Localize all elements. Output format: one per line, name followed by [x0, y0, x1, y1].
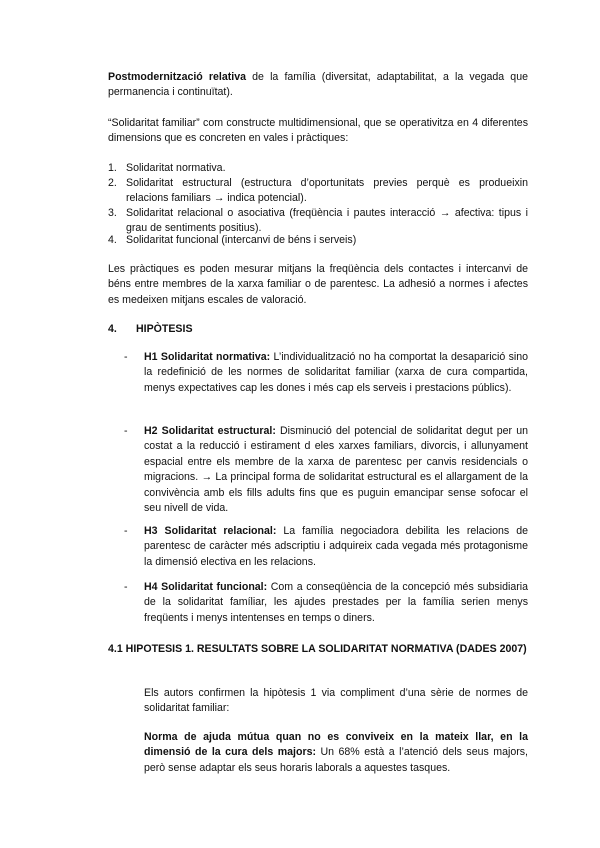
dimension-text: Solidaritat estructural (estructura d’oportunitats previes perquè es produeixin relacions familiars → indica potencial). — [126, 177, 528, 205]
intro-paragraph — [108, 70, 528, 101]
hypothesis-label: H1 Solidaritat normativa: — [144, 351, 271, 363]
dimension-item — [108, 233, 528, 248]
bullet-dash: - — [124, 351, 128, 363]
hypothesis-text: Disminució del potencial de solidaritat degut per un costat a la reducció i estirament d eles xarxes familiars, divorcis, i allunyament espacial entre els membre de la xarxa de parentesc per canvis residencials o migracions. → La principal forma de solidaritat estructural es el allargament de la convivència amb els fills adults fins que es puguin emancipar sense sofocar el seu nivell de vida. — [144, 425, 528, 515]
intro-bold: Postmodernització relativa — [108, 71, 247, 83]
hypothesis-item — [124, 424, 528, 516]
dimension-number: 2. — [108, 177, 117, 189]
hypothesis-item — [124, 580, 528, 626]
hypothesis-label: H2 Solidaritat estructural: — [144, 425, 276, 437]
hypothesis-item — [124, 350, 528, 396]
subsection-heading: 4.1 HIPOTESIS 1. RESULTATS SOBRE LA SOLIDARITAT NORMATIVA (DADES 2007) — [108, 643, 527, 655]
norm-rest: Un 68% està a l’atenció dels seus majors, però sense adaptar els seus horaris laborals a aquestes tasques. — [144, 746, 528, 774]
authors-paragraph: Els autors confirmen la hipòtesis 1 via compliment d’una sèrie de normes de solidaritat familiar: — [144, 687, 528, 715]
bullet-dash: - — [124, 525, 128, 537]
hypothesis-label: H3 Solidaritat relacional: — [144, 525, 277, 537]
hypothesis-text: La família negociadora debilita les relacions de parentesc de caràcter més adscriptiu i adquireix cada vegada més protagonisme la dimensió electiva en les relacions. — [144, 525, 529, 568]
section-title: HIPÒTESIS — [136, 323, 193, 335]
dimension-text: Solidaritat relacional o asociativa (freqüència i pautes interacció → afectiva: tipus i grau de sentiments positius). — [126, 207, 528, 235]
dimension-text: Solidaritat funcional (intercanvi de béns i serveis) — [126, 234, 357, 246]
dimension-text: Solidaritat normativa. — [126, 162, 226, 174]
concept-paragraph: “Solidaritat familiar” com constructe multidimensional, que se operativitza en 4 diferentes dimensions que es concreten en vales i pràctiques: — [108, 117, 528, 145]
intro-rest: de la família (diversitat, adaptabilitat, a la vegada que permanencia i continuïtat). — [108, 71, 528, 99]
hypothesis-text: Com a conseqüència de la concepció més subsidiaria de la solidaritat famíliar, les ajudes prestades per la família serien menys freqüents i menys intentenses en temps o diners. — [144, 581, 528, 624]
norm-bold: Norma de ajuda mútua quan no es conviveix en la mateix llar, en la dimensió de la cura dels majors: — [144, 731, 528, 759]
dimension-item — [108, 161, 528, 176]
dimension-number: 4. — [108, 234, 117, 246]
hypothesis-label: H4 Solidaritat funcional: — [144, 581, 268, 593]
dimension-number: 1. — [108, 162, 117, 174]
norm-paragraph — [144, 730, 528, 776]
measure-paragraph: Les pràctiques es poden mesurar mitjans la freqüència dels contactes i intercanvi de béns entre membres de la xarxa familiar o de parentesc. La adhesió a normes i afectes es medeixen mitjans escales de valoració. — [108, 263, 528, 306]
dimension-number: 3. — [108, 207, 117, 219]
section-number: 4. — [108, 323, 117, 335]
dimension-item — [108, 176, 528, 207]
section-heading — [108, 322, 193, 337]
hypothesis-item — [124, 524, 529, 570]
hypothesis-text: L’individualització no ha comportat la desaparició sino la redefinició de les normes de solidaritat familiar (xarxa de cura compartida, menys expectatives cap les dones i més cap els serveis i prestacions públics). — [144, 351, 528, 394]
bullet-dash: - — [124, 425, 128, 437]
bullet-dash: - — [124, 581, 128, 593]
